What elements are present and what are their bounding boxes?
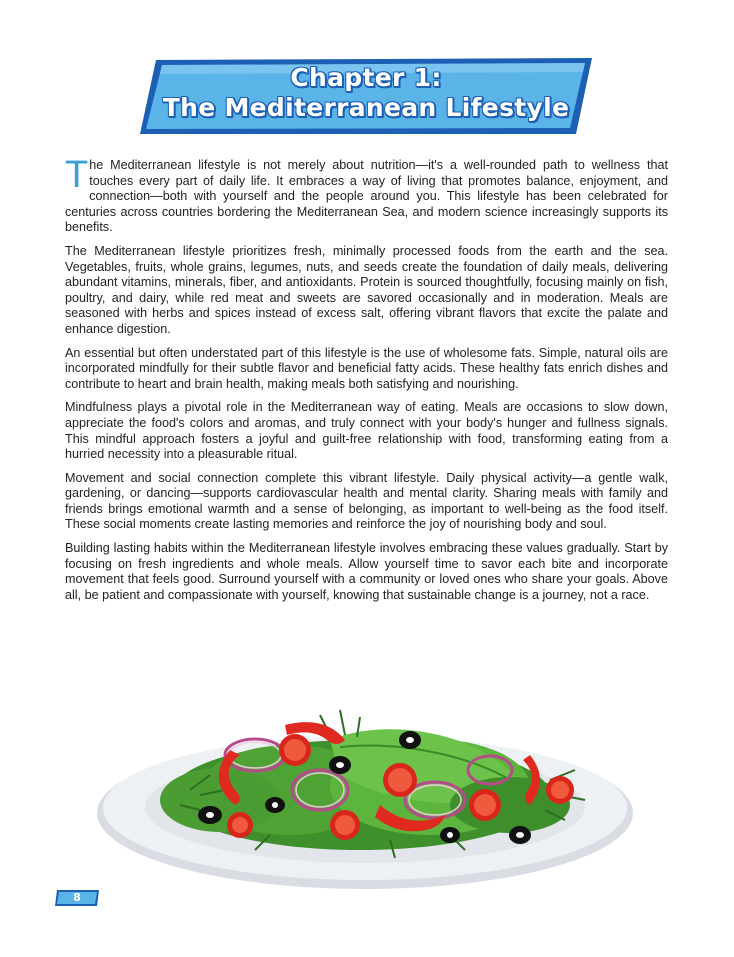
paragraph-intro bbox=[65, 154, 668, 236]
paragraph-movement: Movement and social connection complete this vibrant lifestyle. Daily physical activity—a gentle walk, gardening, or dancing—supports cardiovascular health and mental clarity. Sharing meals with family and friends brings emotional warmth and a sense of belonging, as important to well-being as the food itself. These social moments create lasting memories and reinforce the joy of nourishing body and soul. bbox=[65, 470, 668, 532]
drop-cap: T bbox=[65, 154, 89, 196]
page-number: 8 bbox=[73, 891, 81, 904]
salad-plate-illustration bbox=[90, 695, 640, 895]
paragraph-mindfulness: Mindfulness plays a pivotal role in the Mediterranean way of eating. Meals are occasions to slow down, appreciate the food's colors and aromas, and truly connect with your body's hunger and fullness signals. This mindful approach fosters a joyful and guilt-free relationship with food, transforming eating from a hurried necessity into a pleasurable ritual. bbox=[65, 400, 668, 462]
chapter-title-banner bbox=[138, 56, 594, 136]
paragraph-habits: Building lasting habits within the Mediterranean lifestyle involves embracing these values gradually. Start by focusing on fresh ingredients and whole meals. Allow yourself time to savor each bite and incorporate movement that feels good. Surround yourself with a community or loved ones who share your goals. Above all, be patient and compassionate with yourself, knowing that sustainable change is a journey, not a race. bbox=[65, 541, 668, 602]
paragraph-fats: An essential but often understated part of this lifestyle is the use of wholesome fats. Simple, natural oils are incorporated mindfully for their subtle flavor and beneficial fatty acids. These healthy fats enrich dishes and contribute to heart and brain health, making meals both satisfying and nourishing. bbox=[65, 345, 668, 391]
paragraph-intro-text: he Mediterranean lifestyle is not merely about nutrition—it's a well-rounded path to wellness that touches every part of daily life. It embraces a way of living that promotes balance, enjoyment, and connection—both with yourself and the people around you. This lifestyle has been celebrated for centuries across countries bordering the Mediterranean Sea, and modern science increasingly supports its benefits. bbox=[65, 158, 668, 235]
paragraph-foods: The Mediterranean lifestyle prioritizes fresh, minimally processed foods from the earth and the sea. Vegetables, fruits, whole grains, legumes, nuts, and seeds create the foundation of daily meals, delivering abundant vitamins, minerals, fiber, and antioxidants. Protein is sourced thoughtfully, focusing mainly on fish, poultry, and dairy, while red meat and sweets are savored occasionally and in moderation. Meals are seasoned with herbs and spices instead of excess salt, offering vibrant flavors that excite the palate and enhance digestion. bbox=[65, 243, 668, 336]
chapter-body bbox=[65, 154, 668, 611]
page-number-badge bbox=[54, 889, 100, 907]
chapter-number: Chapter 1: bbox=[290, 63, 442, 92]
chapter-title bbox=[138, 63, 594, 123]
chapter-name: The Mediterranean Lifestyle bbox=[162, 93, 570, 122]
